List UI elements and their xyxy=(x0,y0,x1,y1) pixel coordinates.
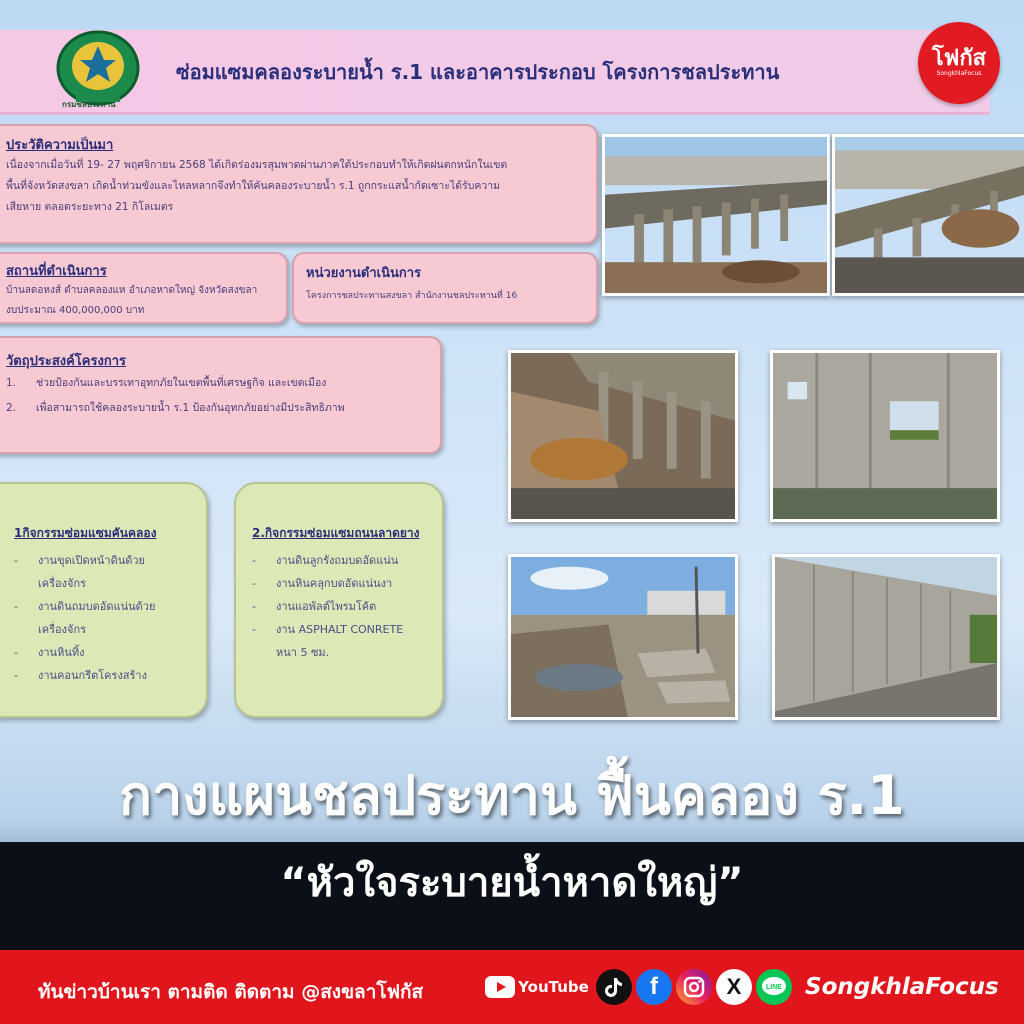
objective-item xyxy=(6,396,440,421)
list-item: - งานคอนกรีตโครงสร้าง xyxy=(14,669,147,682)
line-icon[interactable] xyxy=(756,969,792,1005)
photo-canal-wall-2 xyxy=(832,134,1024,296)
history-line: เสียหาย ตลอดระยะทาง 21 กิโลเมตร xyxy=(6,201,174,213)
location-address: บ้านลดอหงส์ ตำบลคลองแห อำเภอหาดใหญ่ จังหวัดสงขลา xyxy=(6,285,258,296)
photo-canal-wall-1 xyxy=(602,134,830,296)
photo-concrete-wall-window xyxy=(770,350,1000,522)
list-item: เครื่องจักร xyxy=(38,623,87,636)
photo-damaged-road xyxy=(508,554,738,720)
list-item: - งานขุดเปิดหน้าดินด้วย xyxy=(14,554,145,567)
agency-box xyxy=(292,252,598,324)
x-icon[interactable]: X xyxy=(716,969,752,1005)
objective-box xyxy=(0,336,442,454)
instagram-icon[interactable] xyxy=(676,969,712,1005)
list-item: - งานหินทิ้ง xyxy=(14,646,85,659)
brand-logo-text: โฟกัส xyxy=(931,46,987,71)
facebook-icon[interactable]: f xyxy=(636,969,672,1005)
road-repair-list xyxy=(252,549,442,664)
objective-item-text: เพื่อสามารถใช้คลองระบายน้ำ ร.1 ป้องกันอุทกภัยอย่างมีประสิทธิภาพ xyxy=(36,402,345,414)
road-repair-heading: 2.กิจกรรมซ่อมแซมถนนลาดยาง xyxy=(252,526,420,540)
location-heading: สถานที่ดำเนินการ xyxy=(6,264,107,279)
objective-item-text: ช่วยป้องกันและบรรเทาอุทกภัยในเขตพื้นที่เศรษฐกิจ และเขตเมือง xyxy=(36,377,327,389)
history-line: เนื่องจากเมื่อวันที่ 19- 27 พฤศจิกายน 2568 ได้เกิดร่องมรสุมพาดผ่านภาคใต้ประกอบทำให้เกิดฝนตกหนักในเขต xyxy=(6,159,508,171)
history-box xyxy=(0,124,598,244)
objective-item xyxy=(6,371,440,396)
objective-heading: วัตถุประสงค์โครงการ xyxy=(6,354,126,369)
youtube-icon[interactable] xyxy=(482,969,592,1005)
road-repair-box xyxy=(234,482,444,718)
dept-logo-caption: กรมชลประทาน xyxy=(62,100,116,109)
youtube-label: YouTube xyxy=(518,978,589,996)
location-box xyxy=(0,252,288,324)
svg-text:LINE: LINE xyxy=(766,984,782,991)
page-title: ซ่อมแซมคลองระบายน้ำ ร.1 และอาคารประกอบ โครงการชลประทาน xyxy=(176,60,780,84)
list-item: เครื่องจักร xyxy=(38,577,87,590)
footer-handle[interactable]: SongkhlaFocus xyxy=(805,974,999,1000)
objective-item-num: 1. xyxy=(6,377,17,389)
tiktok-icon[interactable] xyxy=(596,969,632,1005)
list-item: - งานแอพัลต์ไพรมโค้ต xyxy=(252,600,377,613)
objective-item-num: 2. xyxy=(6,402,17,414)
list-item: - งานดินถมบดอัดแน่นด้วย xyxy=(14,600,156,613)
footer-tagline: ทันข่าวบ้านเรา ตามติด ติดตาม @สงขลาโฟกัส xyxy=(38,981,424,1003)
brand-logo-sub: SongkhlaFocus xyxy=(936,70,982,77)
list-item: - งาน ASPHALT CONRETE xyxy=(252,623,404,636)
headline-sub: “หัวใจระบายน้ำหาดใหญ่” xyxy=(280,860,744,906)
location-budget: งบประมาณ 400,000,000 บาท xyxy=(6,305,145,316)
agency-heading: หน่วยงานดำเนินการ xyxy=(306,266,422,281)
levee-repair-list xyxy=(14,549,206,687)
photo-collapsed-bank xyxy=(508,350,738,522)
list-item: - งานหินคลุกบดอัดแน่นงา xyxy=(252,577,393,590)
list-item: - งานดินลูกรังถมบดอัดแน่น xyxy=(252,554,399,567)
list-item: หนา 5 ซม. xyxy=(276,646,330,659)
levee-repair-heading: 1กิจกรรมซ่อมแซมคันคลอง xyxy=(14,526,157,540)
levee-repair-box xyxy=(0,482,208,718)
history-line: พื้นที่จังหวัดสงขลา เกิดน้ำท่วมขังและไหลหลากจึงทำให้คันคลองระบายน้ำ ร.1 ถูกกระแสน้ำกัดเซาะได้รับความ xyxy=(6,180,501,192)
songkhla-focus-logo xyxy=(918,22,1000,104)
photo-long-concrete-wall xyxy=(772,554,1000,720)
headline-main: กางแผนชลประทาน ฟื้นคลอง ร.1 xyxy=(119,764,905,827)
history-heading: ประวัติความเป็นมา xyxy=(6,138,114,153)
agency-text: โครงการชลประทานสงขลา สำนักงานชลประทานที่ 16 xyxy=(306,291,518,301)
